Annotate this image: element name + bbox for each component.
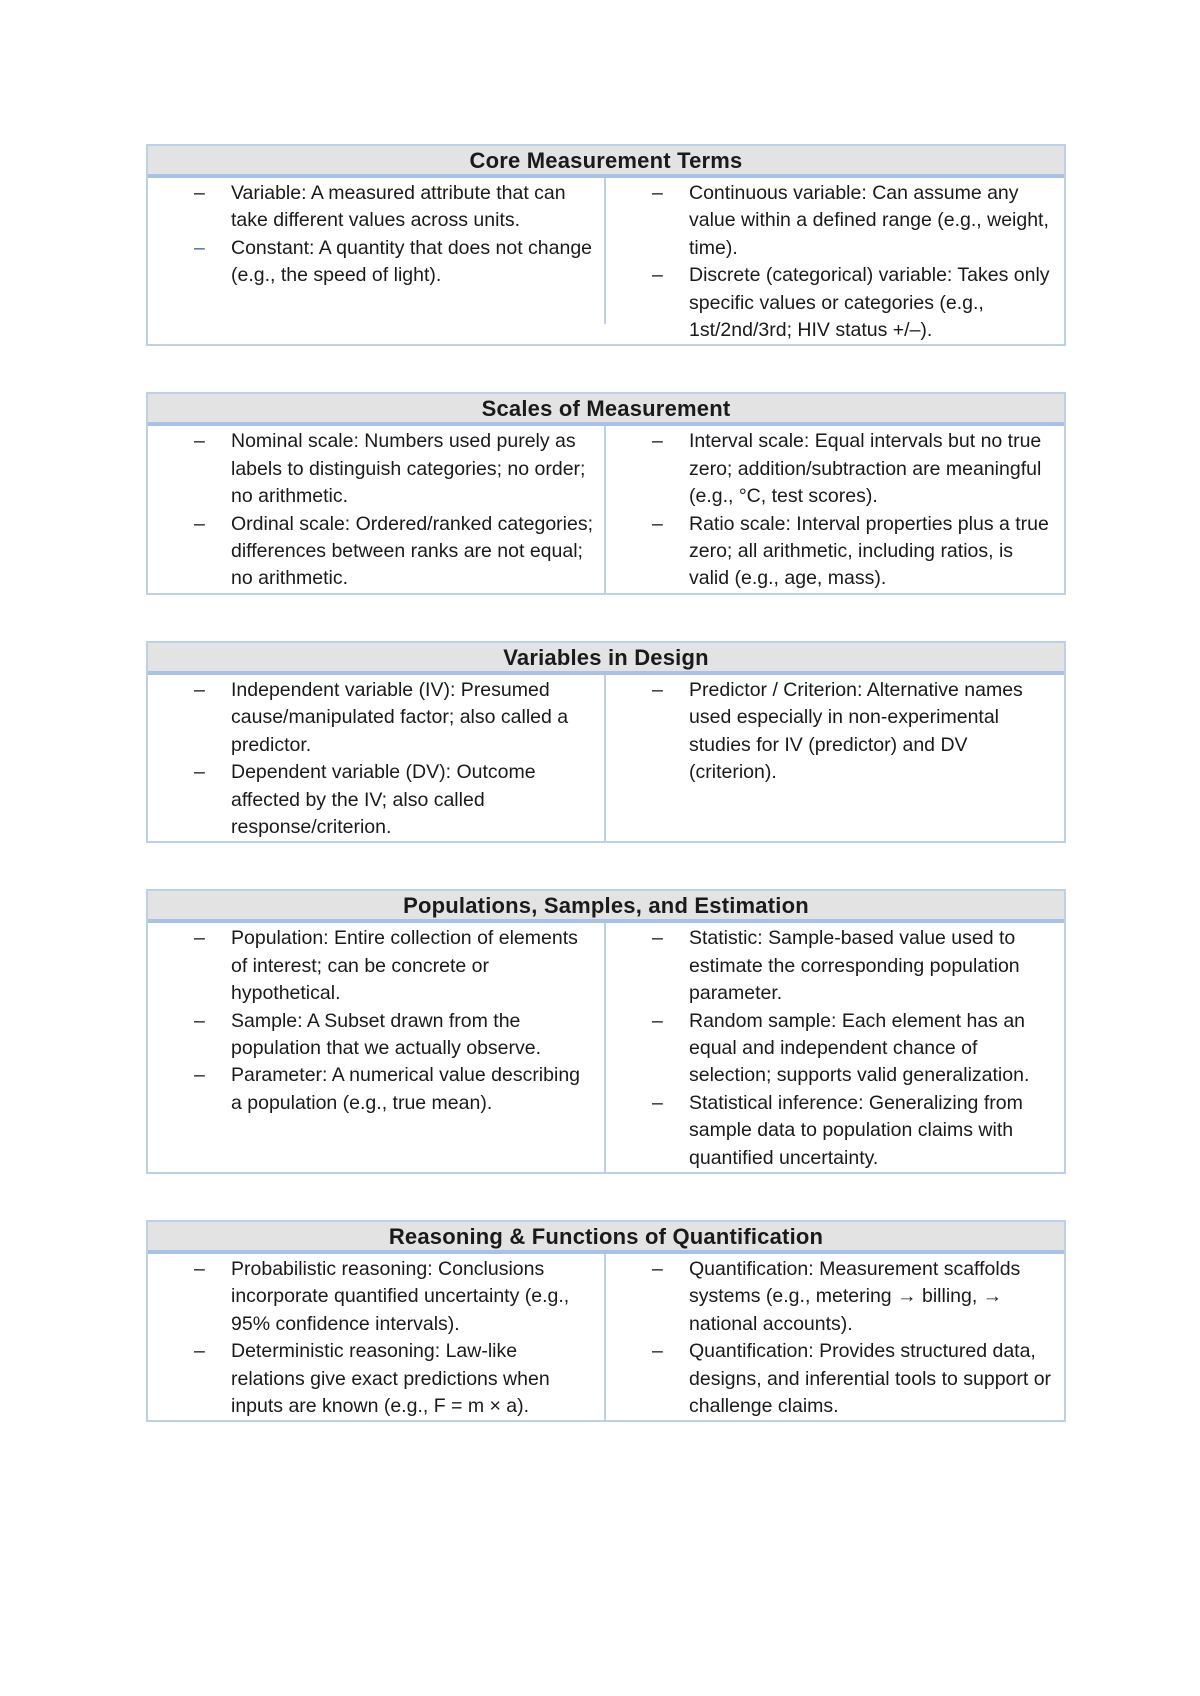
section-body — [148, 1254, 1064, 1420]
dash-bullet: – — [194, 1064, 205, 1087]
list-item — [148, 1338, 594, 1420]
list-item — [606, 1008, 1054, 1090]
list-item — [148, 1062, 594, 1117]
dash-bullet: – — [194, 1257, 205, 1280]
list-item — [148, 428, 594, 510]
list-item — [606, 262, 1054, 344]
list-item — [606, 1256, 1054, 1338]
item-text: Interval scale: Equal intervals but no true zero; addition/subtraction are meaningful (e.g., °C, test scores). — [689, 430, 1042, 508]
section-core-measurement-terms — [146, 144, 1066, 346]
list-item — [148, 180, 594, 235]
section-variables-in-design — [146, 641, 1066, 843]
section-reasoning-functions-quantification — [146, 1220, 1066, 1422]
list-item — [606, 677, 1054, 787]
left-column — [148, 675, 606, 841]
item-text: Deterministic reasoning: Law-like relations give exact predictions when inputs are known (e.g., F = m × a). — [231, 1340, 550, 1417]
section-populations-samples-estimation — [146, 889, 1066, 1174]
list-item — [606, 511, 1054, 593]
dash-bullet: – — [194, 1340, 205, 1363]
item-text: Ratio scale: Interval properties plus a true zero; all arithmetic, including ratios, is valid (e.g., age, mass). — [689, 512, 1049, 590]
list-item — [606, 428, 1054, 510]
section-title: Scales of Measurement — [148, 394, 1064, 426]
right-column — [606, 923, 1064, 1172]
left-column — [148, 1254, 606, 1420]
section-scales-of-measurement — [146, 392, 1066, 594]
right-column — [606, 178, 1064, 344]
item-text: Ordinal scale: Ordered/ranked categories; differences between ranks are not equal; no arithmetic. — [231, 512, 594, 590]
right-column — [606, 426, 1064, 592]
list-item — [148, 925, 594, 1007]
list-item — [606, 925, 1054, 1007]
item-text: Sample: A Subset drawn from the population that we actually observe. — [231, 1009, 542, 1059]
item-text: Predictor / Criterion: Alternative names used especially in non-experimental studies for IV (predictor) and DV (criterion). — [689, 678, 1023, 784]
dash-bullet: – — [194, 512, 205, 535]
item-text: Parameter: A numerical value describing a population (e.g., true mean). — [231, 1064, 581, 1114]
list-item — [148, 1008, 594, 1063]
section-body — [148, 426, 1064, 592]
item-text: Variable: A measured attribute that can take different values across units. — [231, 182, 566, 232]
list-item — [148, 511, 594, 593]
dash-bullet: – — [652, 678, 663, 701]
item-text: Population: Entire collection of elements of interest; can be concrete or hypothetical. — [231, 927, 578, 1005]
item-text: Continuous variable: Can assume any value within a defined range (e.g., weight, time). — [689, 182, 1049, 259]
dash-bullet: – — [194, 927, 205, 950]
item-text: Probabilistic reasoning: Conclusions incorporate quantified uncertainty (e.g., 95% confidence intervals). — [231, 1257, 570, 1335]
dash-bullet: – — [194, 678, 205, 701]
item-text: Dependent variable (DV): Outcome affected by the IV; also called response/criterion. — [231, 761, 536, 838]
item-text: Random sample: Each element has an equal and independent chance of selection; supports valid generalization. — [689, 1009, 1030, 1087]
section-body — [148, 675, 1064, 841]
item-text: Quantification: Provides structured data, designs, and inferential tools to support or challenge claims. — [689, 1340, 1052, 1417]
dash-bullet: – — [652, 927, 663, 950]
dash-bullet: – — [652, 1009, 663, 1032]
dash-bullet: – — [652, 264, 663, 287]
list-item — [606, 1338, 1054, 1420]
item-text: Constant: A quantity that does not change (e.g., the speed of light). — [231, 236, 593, 287]
list-item — [606, 1090, 1054, 1172]
item-text: Quantification: Measurement scaffolds systems (e.g., metering → billing, → national accounts). — [689, 1257, 1021, 1335]
item-text: Statistic: Sample-based value used to estimate the corresponding population parameter. — [689, 927, 1020, 1005]
list-item — [148, 235, 594, 290]
list-item — [148, 759, 594, 841]
left-column — [148, 426, 606, 592]
section-body — [148, 178, 1064, 344]
dash-bullet: – — [652, 182, 663, 204]
list-item — [148, 1256, 594, 1338]
dash-bullet: – — [194, 182, 205, 204]
dash-bullet: – — [652, 1340, 663, 1363]
section-body — [148, 923, 1064, 1172]
right-column — [606, 675, 1064, 841]
dash-bullet: – — [194, 1009, 205, 1032]
document-page — [146, 144, 1066, 1468]
dash-bullet: – — [194, 236, 205, 259]
section-title: Reasoning & Functions of Quantification — [148, 1222, 1064, 1254]
left-column — [148, 178, 606, 324]
list-item — [148, 677, 594, 759]
item-text: Discrete (categorical) variable: Takes only specific values or categories (e.g., 1st/2nd/3rd; HIV status +/–). — [689, 264, 1050, 342]
dash-bullet: – — [652, 512, 663, 535]
dash-bullet: – — [652, 1091, 663, 1114]
right-column — [606, 1254, 1064, 1420]
list-item — [606, 180, 1054, 262]
dash-bullet: – — [652, 430, 663, 453]
section-title: Variables in Design — [148, 643, 1064, 675]
item-text: Independent variable (IV): Presumed cause/manipulated factor; also called a predictor. — [231, 678, 569, 756]
item-text: Statistical inference: Generalizing from sample data to population claims with quantified uncertainty. — [689, 1091, 1023, 1169]
dash-bullet: – — [194, 430, 205, 453]
item-text: Nominal scale: Numbers used purely as labels to distinguish categories; no order; no arithmetic. — [231, 430, 586, 508]
left-column — [148, 923, 606, 1172]
dash-bullet: – — [194, 761, 205, 784]
section-title: Core Measurement Terms — [148, 146, 1064, 178]
dash-bullet: – — [652, 1257, 663, 1280]
section-title: Populations, Samples, and Estimation — [148, 891, 1064, 923]
